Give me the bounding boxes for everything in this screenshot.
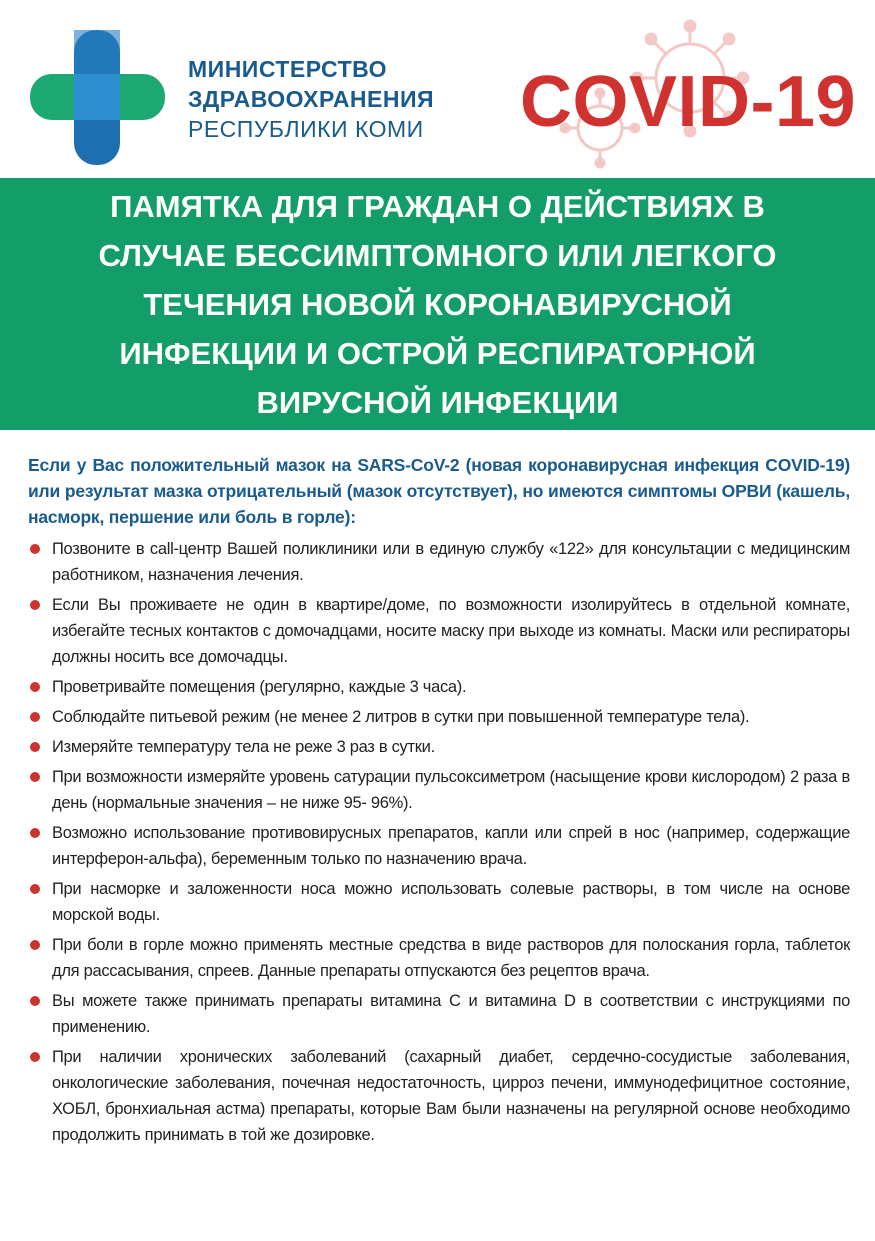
list-item-text: Если Вы проживаете не один в квартире/доме, по возможности изолируйтесь в отдельной комнате, избегайте тесных контактов с домочадцами, носите маску при выходе из комнаты. Маски или респираторы должны носить все домочадцы. [52,596,850,666]
list-item [28,674,850,700]
bullet-icon [30,600,40,610]
memo-content [28,452,850,1152]
list-item-text: Проветривайте помещения (регулярно, каждые 3 часа). [52,678,467,696]
memo-title-line: ИНФЕКЦИИ И ОСТРОЙ РЕСПИРАТОРНОЙ [119,335,756,371]
ministry-line-1: МИНИСТЕРСТВО [188,56,388,82]
bullet-icon [30,682,40,692]
list-item [28,876,850,928]
list-item-text: Позвоните в call-центр Вашей поликлиники или в единую службу «122» для консультации с медицинским работником, назначения лечения. [52,540,850,584]
bullet-icon [30,742,40,752]
list-item [28,536,850,588]
list-item [28,1044,850,1148]
bullet-icon [30,544,40,554]
header [0,0,875,178]
list-item [28,932,850,984]
list-item-text: При боли в горле можно применять местные средства в виде растворов для полоскания горла, таблеток для рассасывания, спреев. Данные препараты отпускаются без рецептов врача. [52,936,850,980]
ministry-line-2: ЗДРАВООХРАНЕНИЯ [188,86,435,112]
list-item-text: При наличии хронических заболеваний (сахарный диабет, сердечно-сосудистые заболевания, онкологические заболевания, почечная недостаточность, цирроз печени, иммунодефицитное состояние, ХОБЛ, бронхиальная астма) препараты, которые Вам были назначены на регулярной основе необходимо продолжить принимать в той же дозировке. [52,1048,850,1144]
title-banner [0,178,875,430]
intro-text: Если у Вас положительный мазок на SARS-CoV-2 (новая коронавирусная инфекция COVID-19) или результат мазка отрицательный (мазок отсутствует), но имеются симптомы ОРВИ (кашель, насморк, першение или боль в горле): [28,455,850,527]
list-item [28,820,850,872]
list-item [28,704,850,730]
ministry-name [188,54,434,144]
bullet-icon [30,996,40,1006]
list-item-text: При возможности измеряйте уровень сатурации пульсоксиметром (насыщение крови кислородом) 2 раза в день (нормальные значения – не ниже 95- 96%). [52,768,850,812]
memo-title-line: ТЕЧЕНИЯ НОВОЙ КОРОНАВИРУСНОЙ [143,286,732,322]
ministry-line-3: РЕСПУБЛИКИ КОМИ [188,116,424,142]
list-item-text: Вы можете также принимать препараты витамина С и витамина D в соответствии с инструкциями по применению. [52,992,850,1036]
memo-title [28,182,848,427]
list-item [28,592,850,670]
bullet-icon [30,712,40,722]
bullet-icon [30,1052,40,1062]
list-item [28,764,850,816]
recommendation-list [28,536,850,1148]
memo-title-line: СЛУЧАЕ БЕССИМПТОМНОГО ИЛИ ЛЕГКОГО [98,237,777,273]
covid-19-title: COVID-19 [520,62,857,142]
bullet-icon [30,828,40,838]
bullet-icon [30,884,40,894]
memo-title-line: ПАМЯТКА ДЛЯ ГРАЖДАН О ДЕЙСТВИЯХ В [110,188,765,224]
list-item-text: При насморке и заложенности носа можно использовать солевые растворы, в том числе на основе морской воды. [52,880,850,924]
list-item [28,734,850,760]
list-item-text: Измеряйте температуру тела не реже 3 раз в сутки. [52,738,435,756]
list-item-text: Соблюдайте питьевой режим (не менее 2 литров в сутки при повышенной температуре тела). [52,708,750,726]
memo-title-line: ВИРУСНОЙ ИНФЕКЦИИ [256,384,619,420]
list-item-text: Возможно использование противовирусных препаратов, капли или спрей в нос (например, содержащие интерферон-альфа), беременным только по назначению врача. [52,824,850,868]
bullet-icon [30,772,40,782]
list-item [28,988,850,1040]
bullet-icon [30,940,40,950]
ministry-logo-icon [30,30,165,165]
